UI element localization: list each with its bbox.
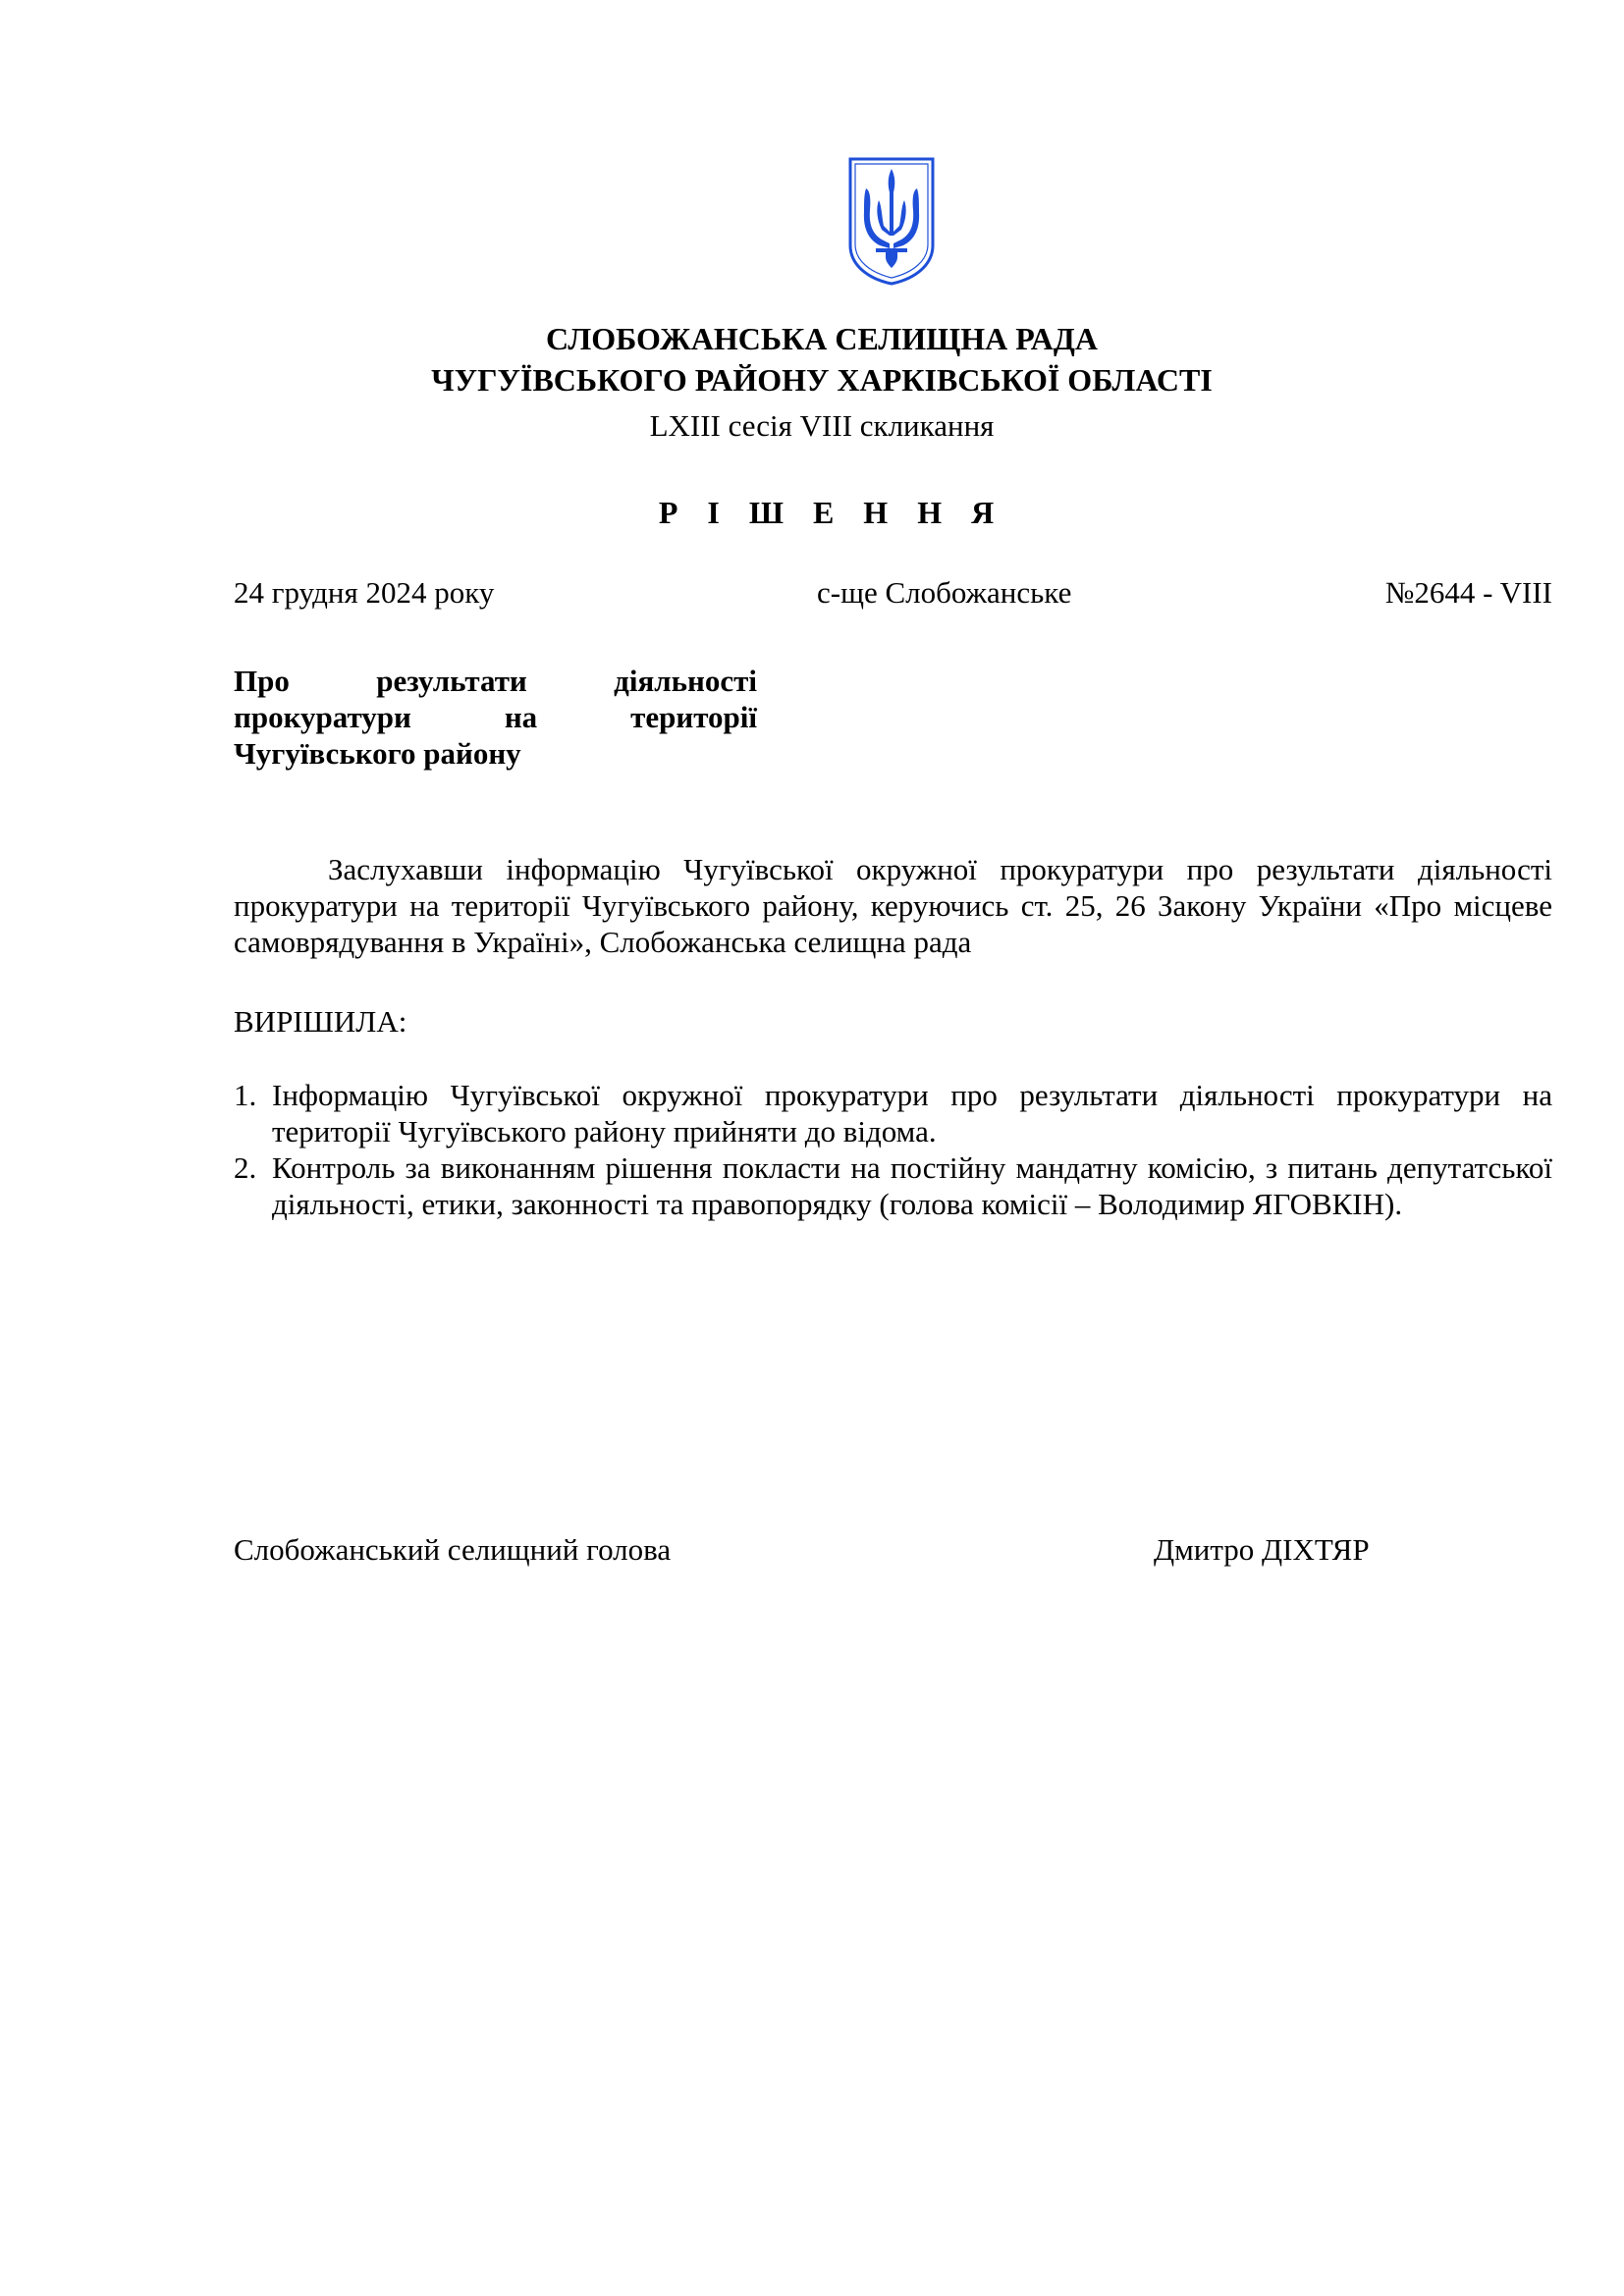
document-number: №2644 - VIII (1384, 575, 1552, 610)
document-date: 24 грудня 2024 року (234, 575, 495, 610)
document-place: с-ще Слобожанське (817, 575, 1072, 610)
subject-line: Чугуївського району (234, 736, 521, 771)
district-region-name: ЧУГУЇВСЬКОГО РАЙОНУ ХАРКІВСЬКОЇ ОБЛАСТІ (431, 362, 1213, 398)
signatory-name: Дмитро ДІХТЯР (1154, 1532, 1370, 1567)
document-meta (234, 574, 1552, 614)
resolution-item (234, 1149, 1552, 1222)
subject-line: прокуратури на території (234, 700, 757, 734)
resolution-text: Інформацію Чугуївської окружної прокуратури про результати діяльності прокуратури на території Чугуївського району прийняти до відома. (272, 1078, 1552, 1148)
resolution-number: 1. (234, 1078, 257, 1112)
resolution-list (234, 1077, 1552, 1222)
signatory-position: Слобожанський селищний голова (234, 1532, 672, 1567)
preamble-paragraph: Заслухавши інформацію Чугуївської окружної прокуратури про результати діяльності прокуратури на території Чугуївського району, керуючись ст. 25, 26 Закону України «Про місцеве самоврядування в Україні», Слобожанська селищна рада (234, 852, 1552, 959)
subject-line: Про результати діяльності (234, 664, 757, 698)
resolution-text: Контроль за виконанням рішення покласти на постійну мандатну комісію, з питань депутатської діяльності, етики, законності та правопорядку (голова комісії – Володимир ЯГОВКІН). (272, 1150, 1552, 1221)
council-name: СЛОБОЖАНСЬКА СЕЛИЩНА РАДА (546, 321, 1098, 356)
resolution-number: 2. (234, 1150, 257, 1185)
coat-of-arms-icon (846, 155, 937, 287)
resolution-item (234, 1077, 1552, 1149)
decision-subject (234, 663, 757, 772)
session-info: LXIII сесія VIII скликання (649, 408, 995, 443)
resolved-label: ВИРІШИЛА: (234, 1004, 407, 1039)
document-title: Р І Ш Е Н Н Я (658, 495, 1005, 530)
